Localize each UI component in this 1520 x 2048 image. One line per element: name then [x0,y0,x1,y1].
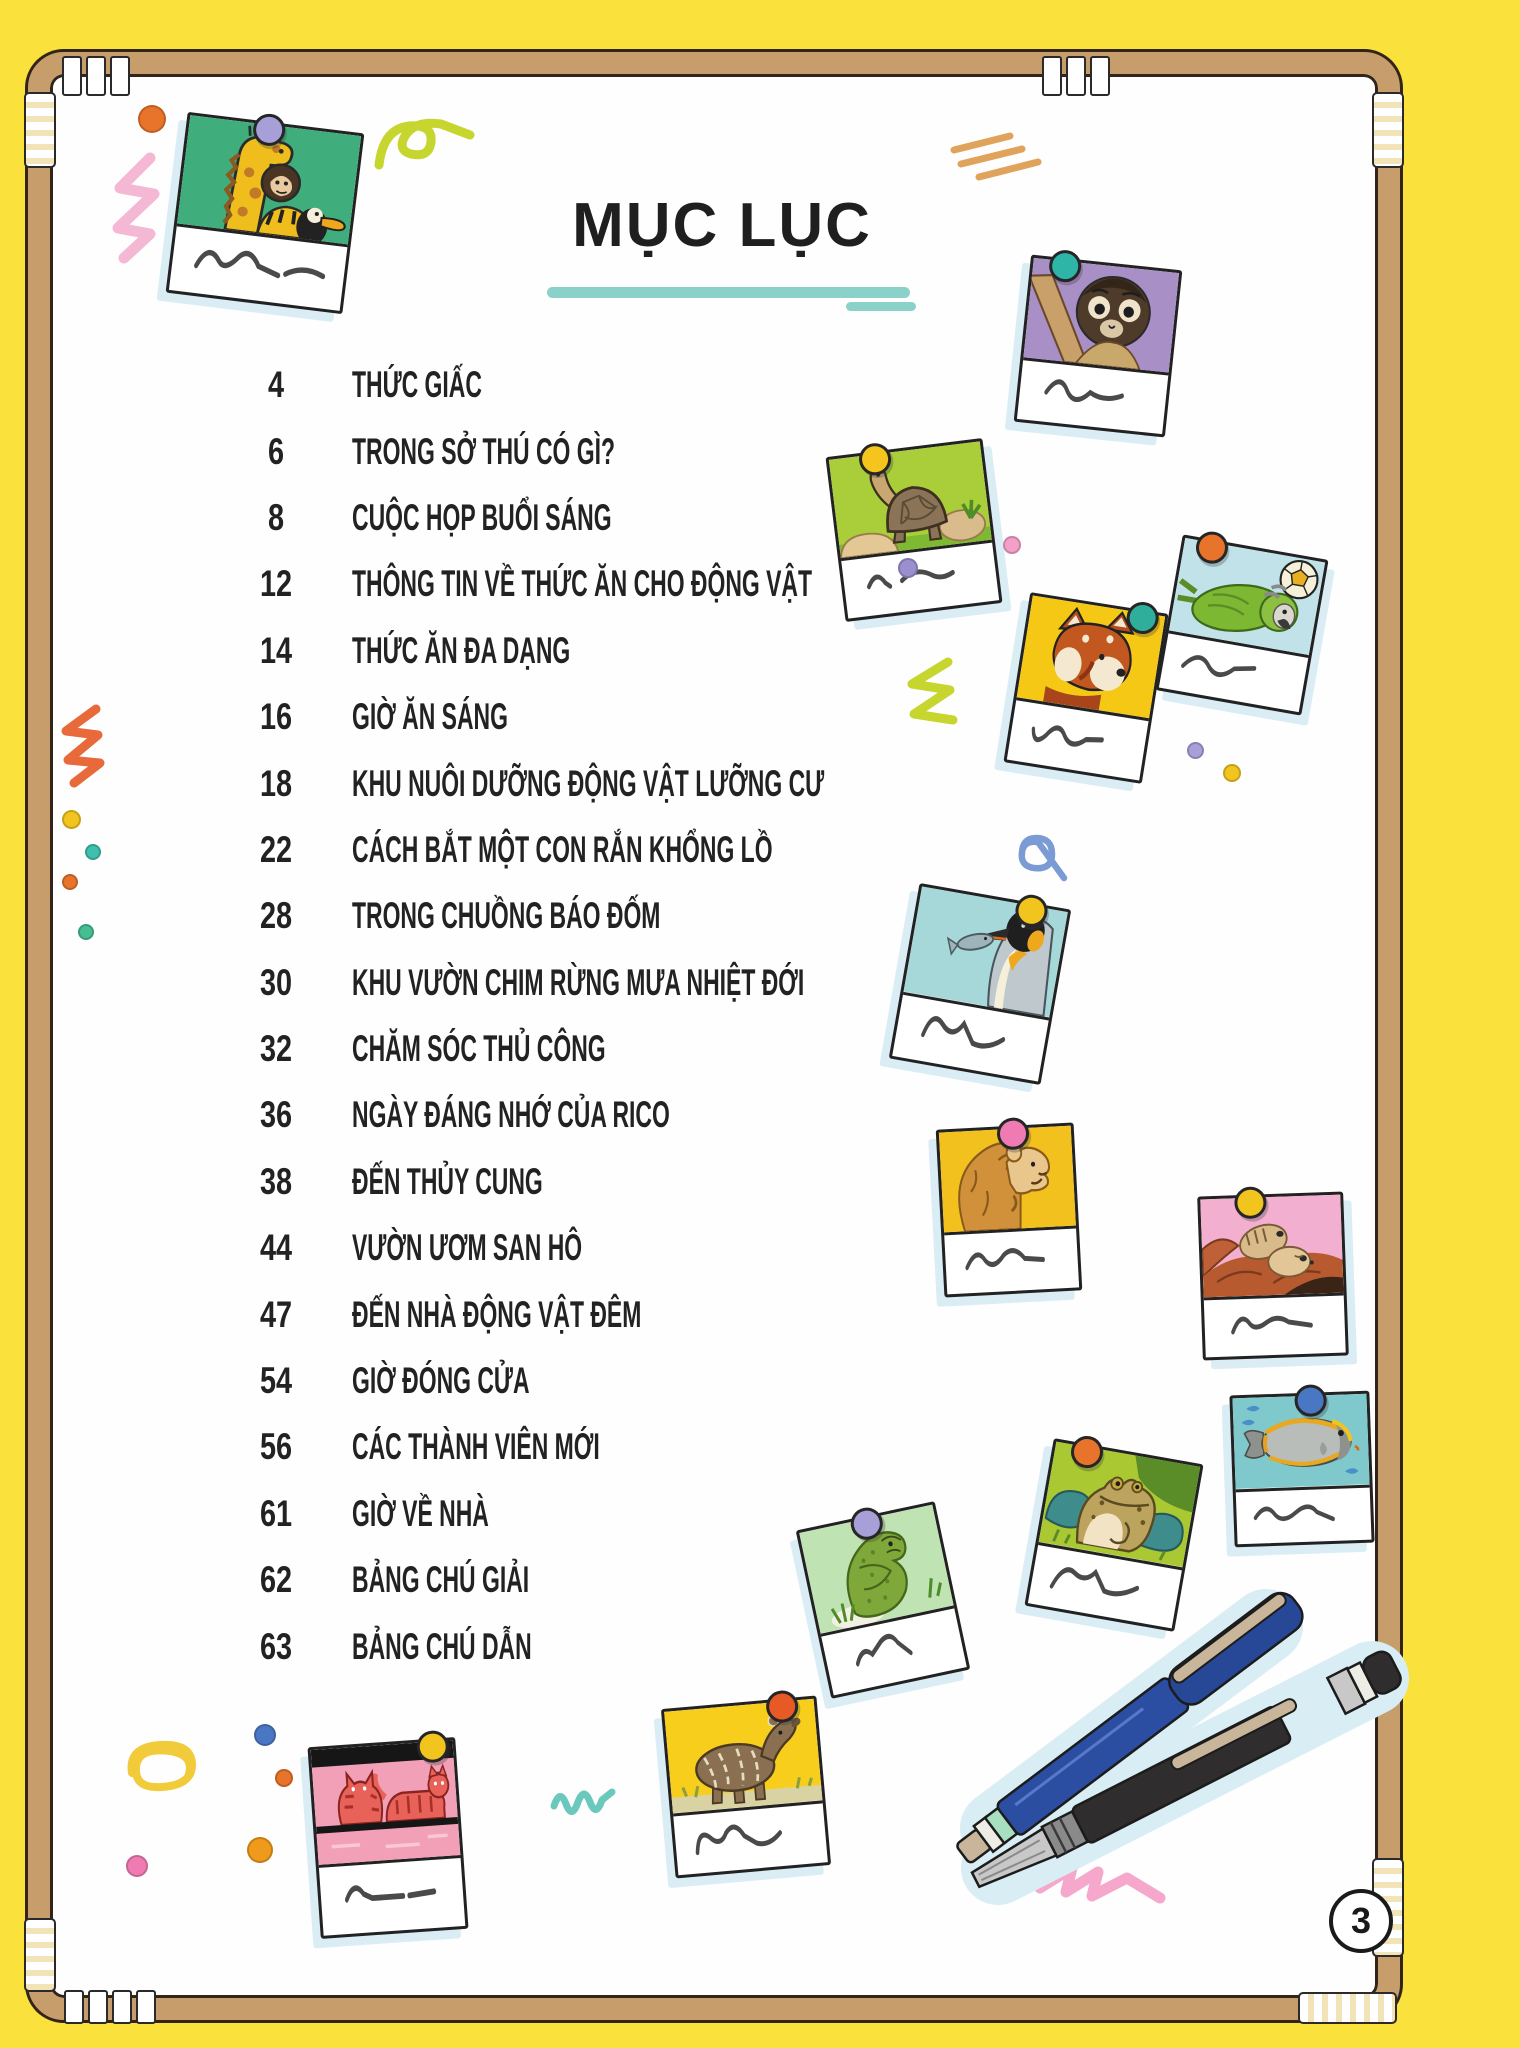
caption-scribble [944,1229,1079,1294]
frame-binding [62,56,82,96]
toc-entry-title: CHĂM SÓC THỦ CÔNG [352,1028,606,1070]
page-title: MỤC LỤC [572,191,872,260]
polaroid-parrot-football [1155,534,1328,715]
caption-scribble [319,1858,465,1935]
toc-page-number: 28 [259,895,293,937]
toc-entry-title: GIỜ ĐÓNG CỬA [352,1360,530,1402]
toc-entry-title: KHU VƯỜN CHIM RỪNG MƯA NHIỆT ĐỚI [352,961,805,1003]
marker-pens [850,1560,1470,2030]
title-underline-short [846,302,916,311]
dot-pink-mid [1003,536,1021,554]
dot-teal-left [85,844,101,860]
toc-entry-title: BẢNG CHÚ DẪN [352,1625,532,1667]
toc-page-number: 14 [259,629,293,671]
polaroid-lion [936,1123,1083,1298]
polaroid-unicornfish [1229,1391,1374,1548]
toc-entry-title: THÔNG TIN VỀ THỨC ĂN CHO ĐỘNG VẬT [352,563,812,605]
toc-page-number: 22 [259,828,293,870]
toc-entry-title: GIỜ VỀ NHÀ [352,1492,489,1534]
toc-page-number: 6 [267,430,285,472]
polaroid-tortoise [825,438,1002,622]
toc-entry-title: THỨC GIẤC [352,364,482,406]
toc-page-number: 8 [267,496,285,538]
tortoise-photo [829,441,992,561]
toc-page-number: 63 [259,1625,293,1667]
dot-orange-left [62,874,78,890]
page-number-badge [1329,1889,1393,1953]
toc-page-number: 47 [259,1293,293,1335]
caption-scribble [1236,1487,1372,1544]
toc-entry-title: TRONG SỞ THÚ CÓ GÌ? [352,430,615,472]
toc-entry [238,1414,1114,1480]
toc-entry-title: THỨC ĂN ĐA DẠNG [352,629,571,671]
toc-entry-title: NGÀY ĐÁNG NHỚ CỦA RICO [352,1094,670,1136]
toc-page-number: 16 [259,696,293,738]
toc-entry [238,817,1114,883]
teal-script-squiggle [548,1778,618,1820]
blue-spiral-squiggle [992,826,1068,888]
frame-binding [88,1990,108,2024]
toc-page-number: 61 [259,1492,293,1534]
toc-entry-title: ĐẾN THỦY CUNG [352,1160,543,1202]
sand-strokes-squiggle [948,130,1044,186]
page-number: 3 [1350,1900,1372,1941]
frame-binding [1090,56,1110,96]
frame-binding [112,1990,132,2024]
toc-page-number: 54 [259,1360,293,1402]
toc-entry [238,750,1114,816]
toc-page-number: 32 [259,1028,293,1070]
toc-entry [238,618,1114,684]
toc-entry [238,1481,1114,1547]
toc-page-number: 62 [259,1559,293,1601]
dot-blue-bottom-left [254,1724,276,1746]
baby-tapir-photo [664,1699,823,1816]
dot-yellow-left [62,810,81,829]
toc-entry-title: GIỜ ĂN SÁNG [352,696,508,738]
dot-orange-top-left [138,105,166,133]
toc-entry-title: CÁCH BẮT MỘT CON RẮN KHỔNG LỒ [352,828,773,870]
toc-entry-title: KHU NUÔI DƯỠNG ĐỘNG VẬT LƯỠNG CƯ [352,762,825,804]
frame-binding [86,56,106,96]
toc-entry-title: CÁC THÀNH VIÊN MỚI [352,1426,600,1468]
toc-page-number: 56 [259,1426,293,1468]
polaroid-baby-tapir [661,1696,831,1879]
toc-page-number: 4 [267,364,285,406]
toc-entry-title: CUỘC HỌP BUỔI SÁNG [352,496,612,538]
owl-monkey-photo [1023,258,1179,376]
frame-corner-lashing [1372,92,1404,168]
polaroid-red-panda [1003,592,1168,784]
toc-page-number: 38 [259,1160,293,1202]
yellow-loop-squiggle [122,1735,202,1797]
toc-entry [238,684,1114,750]
toc-entry [238,352,1114,418]
dot-amber-bottom-left [247,1837,273,1863]
toc-page-number: 36 [259,1094,293,1136]
frame-binding [1066,56,1086,96]
lime-zigzag-squiggle [898,658,962,732]
toc-entry [238,1348,1114,1414]
toc-entry-title: ĐẾN NHÀ ĐỘNG VẬT ĐÊM [352,1293,642,1335]
frame-binding [1042,56,1062,96]
frame-corner-lashing [24,1918,56,1992]
frame-corner-lashing [24,92,56,168]
toc-page-number: 18 [259,762,293,804]
dot-purple-mid [898,558,918,578]
title-underline [547,287,910,298]
frame-binding [64,1990,84,2024]
toc-page-number: 30 [259,961,293,1003]
pink-zigzag-squiggle [108,152,164,264]
caption-scribble [1204,1295,1346,1357]
red-zigzag-squiggle [56,705,110,787]
toc-page-number: 44 [259,1227,293,1269]
polaroid-giraffe-monkey [166,112,365,314]
dot-green-left [78,924,94,940]
polaroid-owl-monkey [1014,255,1183,438]
toc-entry-title: TRONG CHUỒNG BÁO ĐỐM [352,895,661,937]
toc-page-number: 12 [259,563,293,605]
toc-entry-title: VƯỜN ƯƠM SAN HÔ [352,1227,583,1269]
frame-binding [136,1990,156,2024]
dot-yellow-below-parrot [1223,764,1241,782]
dot-purple-below-parrot [1187,742,1204,759]
polaroid-king-penguin [889,883,1072,1085]
dot-orange-small-bottom-left [275,1769,293,1787]
meerkats-photo [1200,1195,1343,1301]
polaroid-meerkats [1197,1192,1349,1361]
frame-binding [110,56,130,96]
toc-entry-title: BẢNG CHÚ GIẢI [352,1559,530,1601]
polaroid-night-cats [307,1737,468,1939]
dot-pink-bottom-left [126,1855,148,1877]
lime-loop-squiggle [375,113,475,179]
caption-scribble [673,1803,828,1875]
